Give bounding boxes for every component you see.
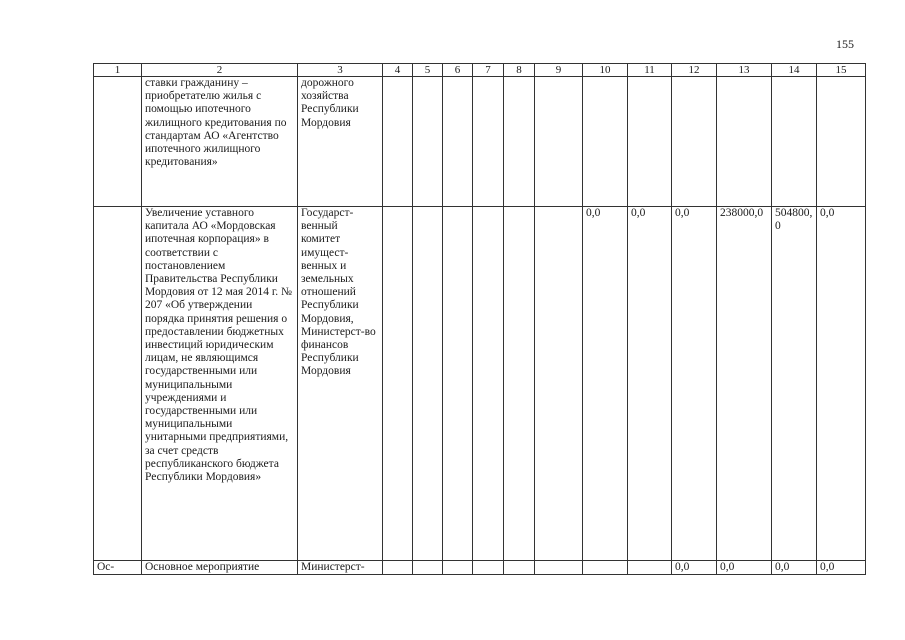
cell-executor: Министерст- [298, 561, 383, 575]
column-header: 15 [817, 64, 866, 77]
cell-value: 0,0 [628, 207, 672, 561]
cell [504, 561, 535, 575]
cell-value: 0,0 [672, 561, 717, 575]
cell-value: 238000,0 [717, 207, 772, 561]
cell-value [817, 77, 866, 207]
cell [413, 207, 443, 561]
cell [473, 77, 504, 207]
column-header: 4 [383, 64, 413, 77]
cell [443, 207, 473, 561]
cell-executor: Государст-венный комитет имущест-венных и земельных отношений Республики Мордовия, Министерст-во финансов Республики Мордовия [298, 207, 383, 561]
cell [383, 77, 413, 207]
cell-value [583, 561, 628, 575]
cell-value [772, 77, 817, 207]
column-header: 2 [142, 64, 298, 77]
cell-value: 0,0 [817, 561, 866, 575]
column-header: 5 [413, 64, 443, 77]
cell-code [94, 77, 142, 207]
cell [535, 77, 583, 207]
column-header: 11 [628, 64, 672, 77]
column-header: 7 [473, 64, 504, 77]
column-header: 13 [717, 64, 772, 77]
cell [443, 561, 473, 575]
cell-value [583, 77, 628, 207]
cell [535, 561, 583, 575]
column-header: 3 [298, 64, 383, 77]
cell [473, 207, 504, 561]
cell [383, 207, 413, 561]
cell-value: 0,0 [583, 207, 628, 561]
column-header: 6 [443, 64, 473, 77]
cell [535, 207, 583, 561]
cell [504, 207, 535, 561]
table-row [94, 207, 866, 561]
cell-value [717, 77, 772, 207]
table-row [94, 561, 866, 575]
cell-value [672, 77, 717, 207]
cell [473, 561, 504, 575]
cell-value: 0,0 [772, 561, 817, 575]
cell-code: Ос- [94, 561, 142, 575]
column-header: 10 [583, 64, 628, 77]
cell-name: Основное мероприятие [142, 561, 298, 575]
cell [413, 561, 443, 575]
cell [443, 77, 473, 207]
header-row [94, 64, 866, 77]
budget-table [93, 63, 866, 575]
cell [413, 77, 443, 207]
table-row [94, 77, 866, 207]
cell-value [628, 77, 672, 207]
cell-value: 0,0 [672, 207, 717, 561]
cell [504, 77, 535, 207]
cell-code [94, 207, 142, 561]
cell-executor: дорожного хозяйства Республики Мордовия [298, 77, 383, 207]
column-header: 14 [772, 64, 817, 77]
cell [383, 561, 413, 575]
page-number: 155 [836, 37, 854, 51]
cell-value: 0,0 [717, 561, 772, 575]
cell-value: 504800,0 [772, 207, 817, 561]
column-header: 12 [672, 64, 717, 77]
cell-name: Увеличение уставного капитала АО «Мордовская ипотечная корпорация» в соответствии с постановлением Правительства Республики Мордовия от 12 мая 2014 г. № 207 «Об утверждении порядка принятия решения о предоставлении бюджетных инвестиций юридическим лицам, не являющимся государственными или муниципальными учреждениями и государственными или муниципальными унитарными предприятиями, за счет средств республиканского бюджета Республики Мордовия» [142, 207, 298, 561]
column-header: 8 [504, 64, 535, 77]
column-header: 1 [94, 64, 142, 77]
cell-name: ставки гражданину – приобретателю жилья с помощью ипотечного жилищного кредитования по стандартам АО «Агентство ипотечного жилищного кредитования» [142, 77, 298, 207]
cell-value: 0,0 [817, 207, 866, 561]
cell-value [628, 561, 672, 575]
column-header: 9 [535, 64, 583, 77]
